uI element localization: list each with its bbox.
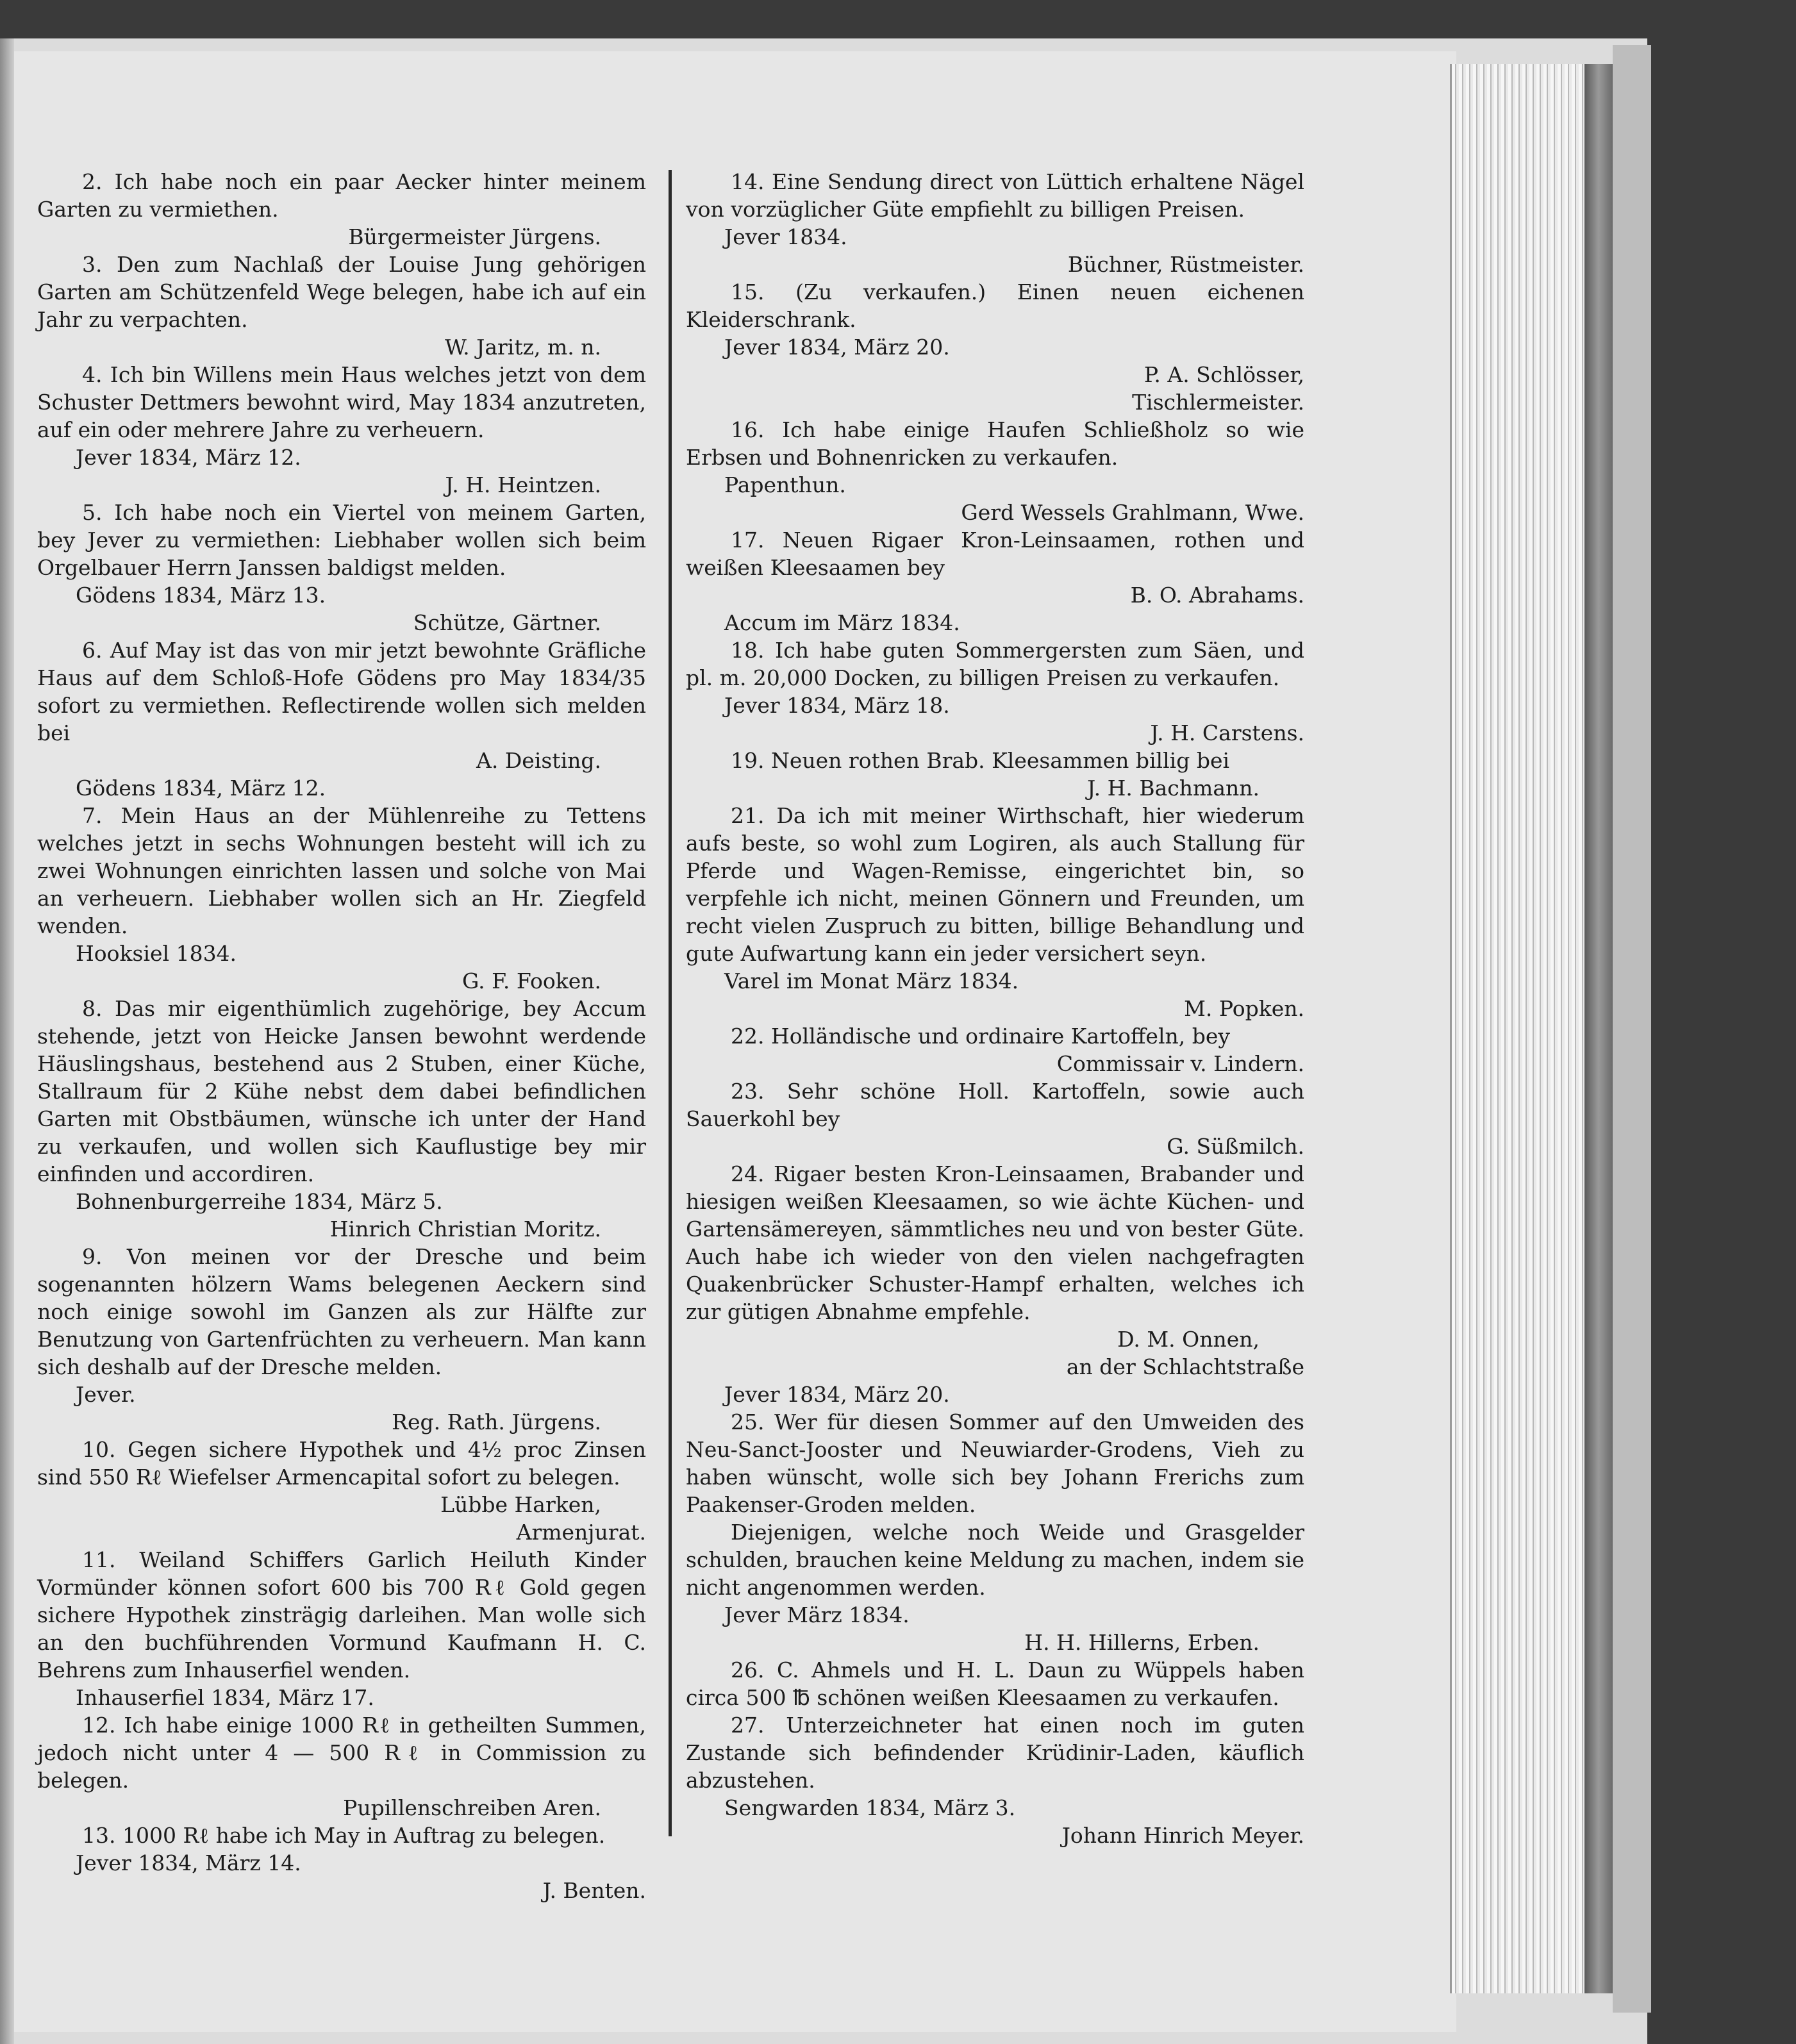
- book-cover: [1613, 45, 1651, 2013]
- ad-25-text: 25. Wer für diesen Sommer auf den Umweiden des Neu-Sanct-Jooster und Neuwiarder-Grodens, Vieh zu haben wünscht, wolle sich bey Johann Frerichs zum Paakenser-Groden melden.: [686, 1409, 1304, 1517]
- ad-7-place: Hooksiel 1834.: [76, 941, 237, 966]
- ad-3-signature: W. Jaritz, m. n.: [444, 335, 601, 360]
- ad-5-text: 5. Ich habe noch ein Viertel von meinem Garten, bey Jever zu vermiethen: Liebhaber wollen sich beim Orgelbauer Herrn Janssen baldigst melden.: [37, 500, 646, 580]
- ad-23-text: 23. Sehr schöne Holl. Kartoffeln, sowie auch Sauerkohl bey: [686, 1079, 1304, 1131]
- ad-6-text: 6. Auf May ist das von mir jetzt bewohnte Gräfliche Haus auf dem Schloß-Hofe Gödens pro May 1834/35 sofort zu vermiethen. Reflectirende wollen sich melden bei: [37, 638, 646, 745]
- ad-24-signature: D. M. Onnen,: [1117, 1327, 1260, 1352]
- ad-26-text: 26. C. Ahmels und H. L. Daun zu Wüppels haben circa 500 ℔ schönen weißen Kleesaamen zu verkaufen.: [686, 1658, 1304, 1710]
- ad-21-text: 21. Da ich mit meiner Wirthschaft, hier wiederum aufs beste, so wohl zum Logiren, als auch Stallung für Pferde und Wagen-Remisse, eingerichtet bin, so verpfehle ich nicht, meinen Gönnern und Freunden, um recht vielen Zuspruch zu bitten, billige Behandlung und gute Aufwartung kann ein jeder versichert seyn.: [686, 803, 1304, 966]
- ad-10-signature: Lübbe Harken,: [440, 1492, 601, 1517]
- book-cover-edge: [1584, 64, 1613, 1993]
- ad-16-text: 16. Ich habe einige Haufen Schließholz so wie Erbsen und Bohnenricken zu verkaufen.: [686, 417, 1304, 470]
- ad-19-signature: J. H. Bachmann.: [1086, 776, 1260, 801]
- ad-21-signature: M. Popken.: [1184, 996, 1304, 1021]
- ad-3-text: 3. Den zum Nachlaß der Louise Jung gehörigen Garten am Schützenfeld Wege belegen, habe ich auf ein Jahr zu verpachten.: [37, 252, 646, 332]
- ad-8-signature: Hinrich Christian Moritz.: [329, 1217, 601, 1242]
- ad-10-signature-title: Armenjurat.: [516, 1520, 646, 1545]
- ad-4-place: Jever 1834, März 12.: [76, 445, 301, 470]
- ad-4-signature: J. H. Heintzen.: [445, 472, 601, 497]
- ad-15-text: 15. (Zu verkaufen.) Einen neuen eichenen Kleiderschrank.: [686, 279, 1304, 332]
- page-gutter: [0, 38, 14, 2044]
- ad-11-text: 11. Weiland Schiffers Garlich Heiluth Kinder Vormünder können sofort 600 bis 700 Rℓ Gold gegen sichere Hypothek zinsträgig darleihen. Man wolle sich an den buchführenden Vormund Kaufmann H. C. Behrens zum Inhauserfiel wenden.: [37, 1547, 646, 1683]
- ad-14-text: 14. Eine Sendung direct von Lüttich erhaltene Nägel von vorzüglicher Güte empfiehlt zu billigen Preisen.: [686, 169, 1304, 222]
- ad-25-place: Jever März 1834.: [724, 1602, 910, 1627]
- ad-5-place: Gödens 1834, März 13.: [76, 583, 326, 608]
- ad-4-text: 4. Ich bin Willens mein Haus welches jetzt von dem Schuster Dettmers bewohnt wird, May 1834 anzutreten, auf ein oder mehrere Jahre zu verheuern.: [37, 362, 646, 442]
- ad-2-text: 2. Ich habe noch ein paar Aecker hinter meinem Garten zu vermiethen.: [37, 169, 646, 222]
- ad-10-text: 10. Gegen sichere Hypothek und 4½ proc Zinsen sind 550 Rℓ Wiefelser Armencapital sofort zu belegen.: [37, 1437, 646, 1490]
- ad-13-signature: J. Benten.: [542, 1878, 646, 1903]
- ad-18-signature: J. H. Carstens.: [1150, 720, 1304, 745]
- ad-14-signature: Büchner, Rüstmeister.: [1067, 252, 1304, 277]
- ad-15-signature: P. A. Schlösser,: [1143, 362, 1304, 387]
- ad-24-place: Jever 1834, März 20.: [724, 1382, 950, 1407]
- ad-11-place: Inhauserfiel 1834, März 17.: [76, 1685, 374, 1710]
- ad-9-place: Jever.: [76, 1382, 136, 1407]
- ad-12-signature: Pupillenschreiben Aren.: [343, 1795, 601, 1820]
- ad-27-place: Sengwarden 1834, März 3.: [724, 1795, 1016, 1820]
- ad-24-signature-address: an der Schlachtstraße: [1066, 1354, 1304, 1379]
- ad-22-text: 22. Holländische und ordinaire Kartoffeln, bey: [731, 1024, 1231, 1049]
- ad-19-text: 19. Neuen rothen Brab. Kleesammen billig bei: [731, 748, 1230, 773]
- column-divider: [669, 170, 672, 1836]
- ad-6-place: Gödens 1834, März 12.: [76, 776, 326, 801]
- ad-7-text: 7. Mein Haus an der Mühlenreihe zu Tettens welches jetzt in sechs Wohnungen besteht will ich zu zwei Wohnungen einrichten lassen und solche von Mai an verheuern. Liebhaber wollen sich an Hr. Ziegfeld wenden.: [37, 803, 646, 938]
- ad-17-text: 17. Neuen Rigaer Kron-Leinsaamen, rothen und weißen Kleesaamen bey: [686, 528, 1304, 580]
- ad-25-text-2: Diejenigen, welche noch Weide und Grasgelder schulden, brauchen keine Meldung zu machen, indem sie nicht angenommen werden.: [686, 1520, 1304, 1600]
- page-stack-edge: [1450, 64, 1586, 1993]
- ad-6-signature: A. Deisting.: [476, 748, 601, 773]
- ad-15-place: Jever 1834, März 20.: [724, 335, 950, 360]
- ad-22-signature: Commissair v. Lindern.: [1056, 1051, 1304, 1076]
- ad-2-signature: Bürgermeister Jürgens.: [348, 224, 601, 249]
- ad-13-text: 13. 1000 Rℓ habe ich May in Auftrag zu belegen.: [82, 1823, 606, 1848]
- left-column: [37, 168, 646, 1904]
- ad-18-text: 18. Ich habe guten Sommergersten zum Säen, und pl. m. 20,000 Docken, zu billigen Preisen zu verkaufen.: [686, 638, 1304, 690]
- ad-18-place: Jever 1834, März 18.: [724, 693, 950, 718]
- ad-24-text: 24. Rigaer besten Kron-Leinsaamen, Brabander und hiesigen weißen Kleesaamen, so wie ächte Küchen- und Gartensämereyen, sämmtliches neu und von bester Güte. Auch habe ich wieder von den vielen nachgefragten Quakenbrücker Schuster-Hampf erhalten, welches ich zur gütigen Abnahme empfehle.: [686, 1161, 1304, 1324]
- ad-13-place: Jever 1834, März 14.: [76, 1850, 301, 1875]
- ad-16-place: Papenthun.: [724, 472, 846, 497]
- ad-17-signature: B. O. Abrahams.: [1130, 583, 1304, 608]
- ad-16-signature: Gerd Wessels Grahlmann, Wwe.: [961, 500, 1304, 525]
- ad-8-text: 8. Das mir eigenthümlich zugehörige, bey Accum stehende, jetzt von Heicke Jansen bewohnt werdende Häuslingshaus, bestehend aus 2 Stuben, einer Küche, Stallraum für 2 Kühe nebst dem dabei befindlichen Garten mit Obstbäumen, wünsche ich unter der Hand zu verkaufen, und wollen sich Kauflustige bey mir einfinden und accordiren.: [37, 996, 646, 1186]
- ad-15-signature-title: Tischlermeister.: [1132, 390, 1304, 415]
- ad-23-signature: G. Süßmilch.: [1167, 1134, 1304, 1159]
- ad-25-signature: H. H. Hillerns, Erben.: [1024, 1630, 1260, 1655]
- ad-27-text: 27. Unterzeichneter hat einen noch im guten Zustande sich befindender Krüdinir-Laden, käuflich abzustehen.: [686, 1713, 1304, 1793]
- ad-5-signature: Schütze, Gärtner.: [413, 610, 601, 635]
- ad-8-place: Bohnenburgerreihe 1834, März 5.: [76, 1189, 443, 1214]
- ad-27-signature: Johann Hinrich Meyer.: [1061, 1823, 1304, 1848]
- ad-14-place: Jever 1834.: [724, 224, 847, 249]
- ad-12-text: 12. Ich habe einige 1000 Rℓ in getheilten Summen, jedoch nicht unter 4 — 500 Rℓ in Commission zu belegen.: [37, 1713, 646, 1793]
- right-column: [686, 168, 1304, 1849]
- ad-17-place: Accum im März 1834.: [724, 610, 960, 635]
- ad-7-signature: G. F. Fooken.: [462, 968, 601, 993]
- ad-9-signature: Reg. Rath. Jürgens.: [392, 1409, 601, 1434]
- ad-21-place: Varel im Monat März 1834.: [724, 968, 1019, 993]
- ad-9-text: 9. Von meinen vor der Dresche und beim sogenannten hölzern Wams belegenen Aeckern sind noch einige sowohl im Ganzen als zur Hälfte zur Benutzung von Gartenfrüchten zu verheuern. Man kann sich deshalb auf der Dresche melden.: [37, 1244, 646, 1379]
